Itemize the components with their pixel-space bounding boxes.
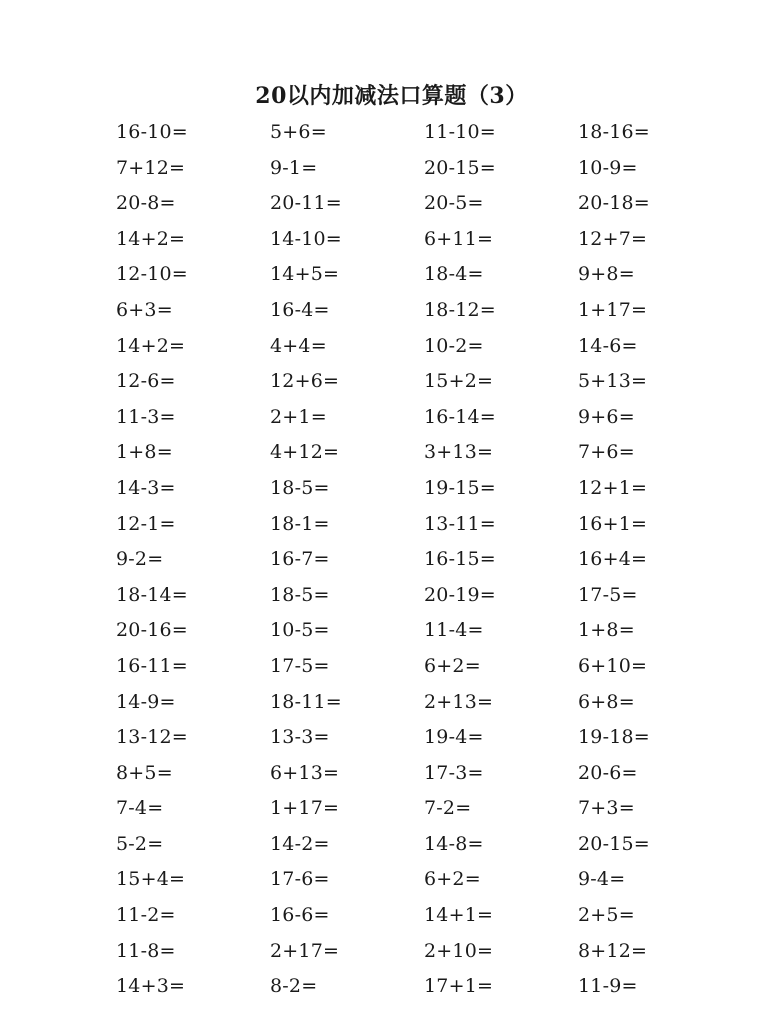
problem-item: 16-7=: [270, 548, 330, 571]
problem-grid: [116, 115, 732, 1005]
problem-item: 15+2=: [424, 370, 494, 393]
problem-item: 7-4=: [116, 797, 164, 820]
worksheet-title: 20以内加减法口算题（3）: [255, 83, 528, 109]
problem-item: 16-10=: [116, 121, 188, 143]
problem-item: 20-15=: [424, 156, 496, 179]
problem-item: 16-14=: [424, 405, 496, 428]
problem-item: 7+12=: [116, 156, 186, 179]
problem-item: 12+7=: [578, 227, 648, 250]
problem-item: 10-9=: [578, 156, 638, 179]
problem-item: 9-4=: [578, 868, 626, 891]
problem-item: 12-6=: [116, 370, 176, 393]
problem-item: 9+8=: [578, 263, 635, 286]
problem-item: 11-2=: [116, 904, 176, 927]
problem-item: 2+1=: [270, 405, 327, 428]
problem-item: 6+2=: [424, 654, 481, 677]
problem-item: 14+5=: [270, 263, 340, 286]
problem-item: 2+5=: [578, 904, 635, 927]
problem-item: 4+4=: [270, 334, 327, 357]
problem-item: 7-2=: [424, 797, 472, 820]
problem-item: 13-12=: [116, 726, 188, 749]
problem-item: 14+1=: [424, 904, 494, 927]
problem-item: 9-1=: [270, 156, 318, 179]
problem-item: 5+6=: [270, 121, 327, 143]
problem-item: 1+17=: [578, 298, 648, 321]
problem-item: 18-4=: [424, 263, 484, 286]
problem-item: 20-6=: [578, 761, 638, 784]
problem-item: 17-6=: [270, 868, 330, 891]
problem-item: 18-11=: [270, 690, 342, 713]
problem-item: 6+8=: [578, 690, 635, 713]
problem-item: 8+5=: [116, 761, 173, 784]
problem-item: 18-5=: [270, 583, 330, 606]
problem-item: 19-18=: [578, 726, 650, 749]
problem-item: 9-2=: [116, 548, 164, 571]
problem-item: 14+2=: [116, 334, 186, 357]
problem-item: 10-2=: [424, 334, 484, 357]
problem-item: 12-1=: [116, 512, 176, 535]
problem-item: 14+3=: [116, 975, 186, 998]
problem-item: 14-3=: [116, 476, 176, 499]
problem-item: 6+13=: [270, 761, 340, 784]
problem-item: 18-12=: [424, 298, 496, 321]
problem-item: 16+1=: [578, 512, 648, 535]
problem-item: 17+1=: [424, 975, 494, 998]
problem-item: 6+3=: [116, 298, 173, 321]
problem-item: 18-16=: [578, 121, 650, 143]
problem-item: 18-1=: [270, 512, 330, 535]
problem-item: 11-10=: [424, 121, 496, 143]
problem-item: 4+12=: [270, 441, 340, 464]
problem-item: 15+4=: [116, 868, 186, 891]
problem-item: 16-4=: [270, 298, 330, 321]
problem-item: 1+8=: [578, 619, 635, 642]
problem-item: 14-9=: [116, 690, 176, 713]
problem-item: 11-8=: [116, 939, 176, 962]
problem-item: 12+1=: [578, 476, 648, 499]
problem-item: 14-8=: [424, 832, 484, 855]
problem-item: 14-10=: [270, 227, 342, 250]
problem-item: 5+13=: [578, 370, 648, 393]
problem-item: 17-5=: [578, 583, 638, 606]
problem-item: 16-15=: [424, 548, 496, 571]
problem-item: 2+13=: [424, 690, 494, 713]
problem-item: 18-14=: [116, 583, 188, 606]
problem-item: 12+6=: [270, 370, 340, 393]
problem-item: 20-8=: [116, 192, 176, 215]
problem-item: 10-5=: [270, 619, 330, 642]
problem-item: 17-5=: [270, 654, 330, 677]
problem-item: 20-5=: [424, 192, 484, 215]
problem-item: 16-6=: [270, 904, 330, 927]
problem-item: 1+17=: [270, 797, 340, 820]
problem-item: 12-10=: [116, 263, 188, 286]
problem-item: 20-19=: [424, 583, 496, 606]
problem-item: 13-11=: [424, 512, 496, 535]
problem-item: 6+11=: [424, 227, 494, 250]
problem-item: 20-11=: [270, 192, 342, 215]
problem-item: 11-9=: [578, 975, 638, 998]
problem-item: 20-16=: [116, 619, 188, 642]
problem-item: 11-4=: [424, 619, 484, 642]
problem-item: 6+10=: [578, 654, 648, 677]
problem-item: 7+3=: [578, 797, 635, 820]
problem-item: 14-6=: [578, 334, 638, 357]
problem-item: 17-3=: [424, 761, 484, 784]
problem-item: 20-15=: [578, 832, 650, 855]
problem-item: 16-11=: [116, 654, 188, 677]
problem-item: 19-15=: [424, 476, 496, 499]
problem-item: 14-2=: [270, 832, 330, 855]
problem-item: 8-2=: [270, 975, 318, 998]
problem-item: 2+10=: [424, 939, 494, 962]
problem-item: 18-5=: [270, 476, 330, 499]
problem-item: 19-4=: [424, 726, 484, 749]
problem-item: 16+4=: [578, 548, 648, 571]
problem-item: 6+2=: [424, 868, 481, 891]
problem-item: 13-3=: [270, 726, 330, 749]
problem-item: 3+13=: [424, 441, 494, 464]
problem-item: 11-3=: [116, 405, 176, 428]
problem-item: 5-2=: [116, 832, 164, 855]
problem-item: 14+2=: [116, 227, 186, 250]
problem-item: 9+6=: [578, 405, 635, 428]
problem-item: 7+6=: [578, 441, 635, 464]
problem-item: 1+8=: [116, 441, 173, 464]
problem-item: 8+12=: [578, 939, 648, 962]
problem-item: 20-18=: [578, 192, 650, 215]
problem-item: 2+17=: [270, 939, 340, 962]
